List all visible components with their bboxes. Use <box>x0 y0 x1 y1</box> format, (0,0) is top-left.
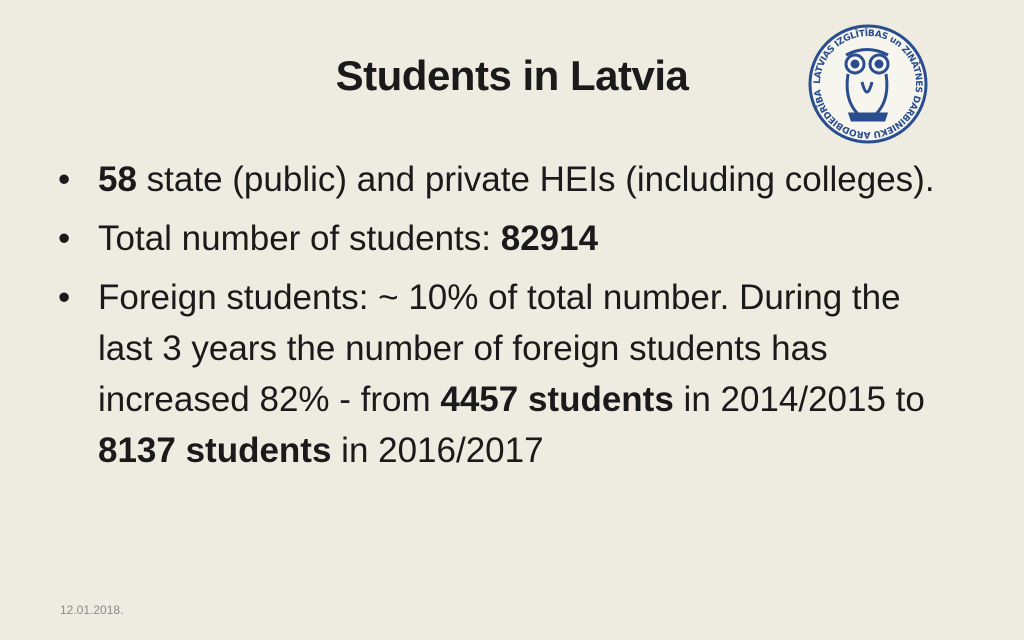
slide-title: Students in Latvia <box>335 52 689 99</box>
bullet-item <box>58 272 958 476</box>
trade-union-logo <box>806 22 930 146</box>
bullet-text: in 2014/2015 to <box>673 380 925 419</box>
bullet-text: state (public) and private HEIs (including colleges). <box>136 160 935 199</box>
logo-outer-ring <box>810 26 926 142</box>
total-students: 82914 <box>500 219 599 258</box>
bullet-item <box>58 213 958 264</box>
logo-ring-text: LATVIAS IZGLĪTĪBAS un ZINĀTNES DARBINIEKU ARODBIEDRĪBA <box>812 28 924 140</box>
bullet-text: in 2016/2017 <box>331 431 544 470</box>
footer-date: 12.01.2018. <box>60 603 124 617</box>
foreign-students-2016: 8137 students <box>98 431 332 470</box>
bullet-list <box>58 154 958 484</box>
bullet-text: Foreign students: ~ 10% of total number. During the last 3 years the number of foreign students has increased 82% - from <box>98 278 901 419</box>
bullet-item <box>58 154 958 205</box>
hei-count: 58 <box>98 160 137 199</box>
bullet-text: Total number of students: <box>98 219 501 258</box>
foreign-students-2014: 4457 students <box>440 380 674 419</box>
